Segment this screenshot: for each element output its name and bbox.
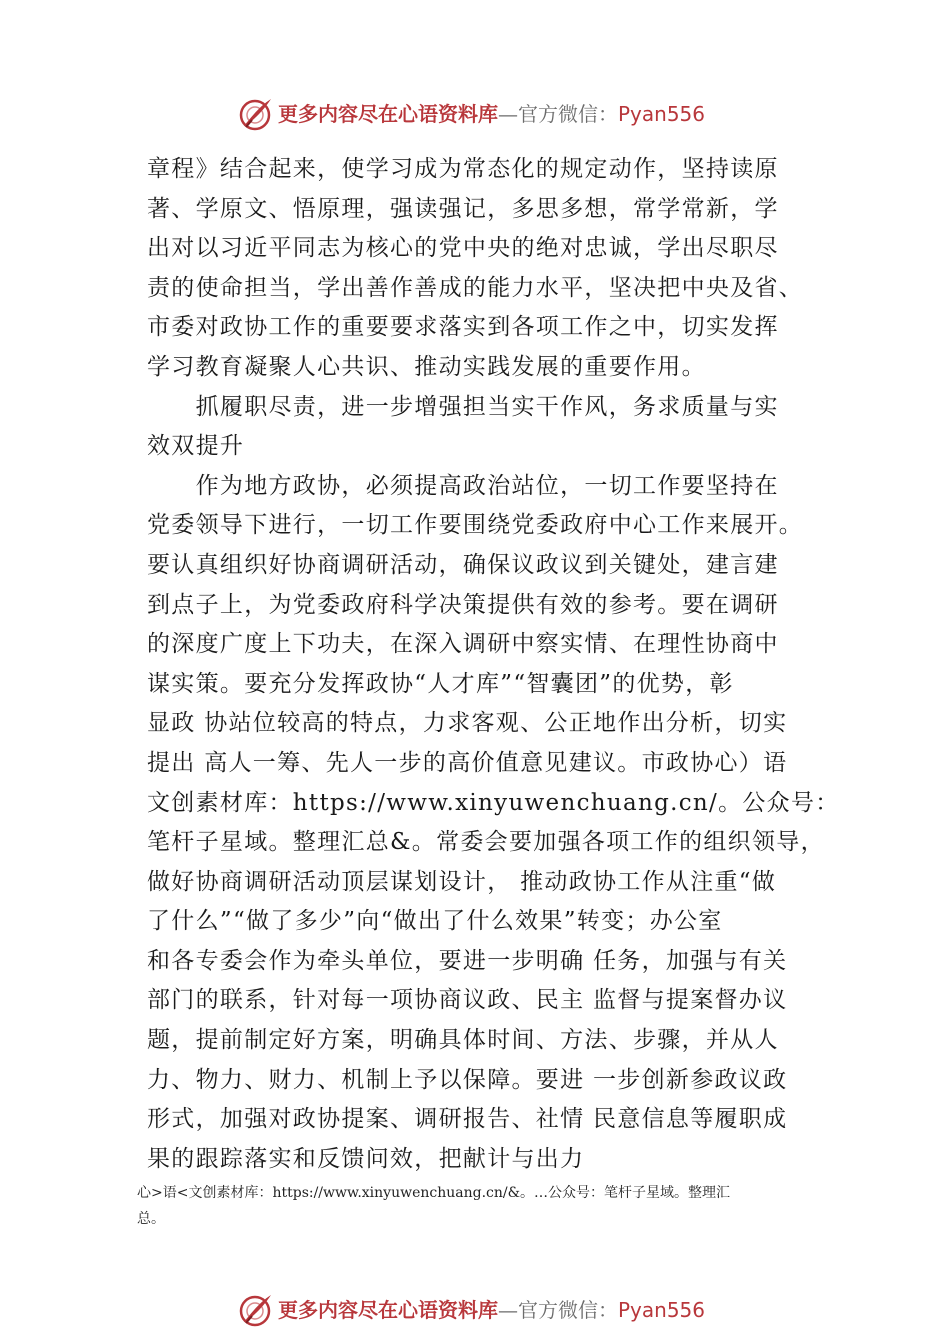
banner-dash: — [498,1298,518,1322]
text-line: 形式，加强对政协提案、调研报告、社情 民意信息等履职成 [147,1106,788,1133]
text-line: 市委对政协工作的重要要求落实到各项工作之中，切实发挥 [147,314,779,341]
text-line: 到点子上，为党委政府科学决策提供有效的参考。要在调研 [147,591,779,618]
quill-logo-icon [238,96,274,132]
section-heading-line: 抓履职尽责，进一步增强担当实干作风，务求质量与实 [147,393,779,420]
text-line: 谋实策。要充分发挥政协“人才库”“智囊团”的优势，彰 [147,670,734,697]
text-line: 作为地方政协，必须提高政治站位，一切工作要坚持在 [147,472,779,499]
text-line: 学习教育凝聚人心共识、推动实践发展的重要作用。 [147,353,706,380]
header-banner [0,92,950,136]
text-line: 党委领导下进行，一切工作要围绕党委政府中心工作来展开。 [147,512,804,539]
text-line: 显政 协站位较高的特点，力求客观、公正地作出分析，切实 [147,710,788,737]
footer-banner [0,1288,950,1332]
footnote-line: 总。 [137,1211,165,1227]
text-line: 了什么”“做了多少”向“做出了什么效果”转变；办公室 [147,908,723,935]
text-line: 和各专委会作为牵头单位，要进一步明确 任务，加强与有关 [147,947,788,974]
text-line: 提出 高人一筹、先人一步的高价值意见建议。市政协心）语 [147,749,788,776]
text-line: 文创素材库：https://www.xinyuwenchuang.cn/。公众号： [147,789,840,816]
quill-logo-icon [238,1292,274,1328]
text-line: 出对以习近平同志为核心的党中央的绝对忠诚，学出尽职尽 [147,235,779,262]
text-line: 果的跟踪落实和反馈问效，把献计与出力 [147,1145,585,1172]
banner-wechat-label: 官方微信： [518,1298,618,1322]
banner-text [278,1296,705,1324]
section-heading-line: 效双提升 [147,433,245,460]
text-line: 责的使命担当，学出善作善成的能力水平，坚决把中央及省、 [147,274,804,301]
footnote-line: 心>语<文创素材库：https://www.xinyuwenchuang.cn/&。…公众号：笔杆子星域。整理汇 [137,1185,731,1201]
footnote [137,1180,837,1232]
banner-wechat-id: Pyan556 [618,1298,706,1322]
text-line: 的深度广度上下功夫，在深入调研中察实情、在理性协商中 [147,631,779,658]
text-line: 章程》结合起来，使学习成为常态化的规定动作，坚持读原 [147,156,779,182]
text-line: 著、学原文、悟原理，强读强记，多思多想，常学常新，学 [147,195,779,222]
banner-site-name: 更多内容尽在心语资料库 [278,102,498,126]
banner-text [278,100,705,128]
text-line: 力、物力、财力、机制上予以保障。要进 一步创新参政议政 [147,1066,788,1093]
banner-wechat-label: 官方微信： [518,102,618,126]
text-line: 题，提前制定好方案，明确具体时间、方法、步骤，并从人 [147,1027,779,1054]
banner-wechat-id: Pyan556 [618,102,706,126]
body-text [147,150,847,1179]
banner-site-name: 更多内容尽在心语资料库 [278,1298,498,1322]
banner-dash: — [498,102,518,126]
text-line: 部门的联系，针对每一项协商议政、民主 监督与提案督办议 [147,987,788,1014]
text-line: 做好协商调研活动顶层谋划设计， 推动政协工作从注重“做 [147,868,777,895]
text-line: 要认真组织好协商调研活动，确保议政议到关键处，建言建 [147,551,779,578]
text-line: 笔杆子星域。整理汇总&。常委会要加强各项工作的组织领导， [147,829,825,856]
